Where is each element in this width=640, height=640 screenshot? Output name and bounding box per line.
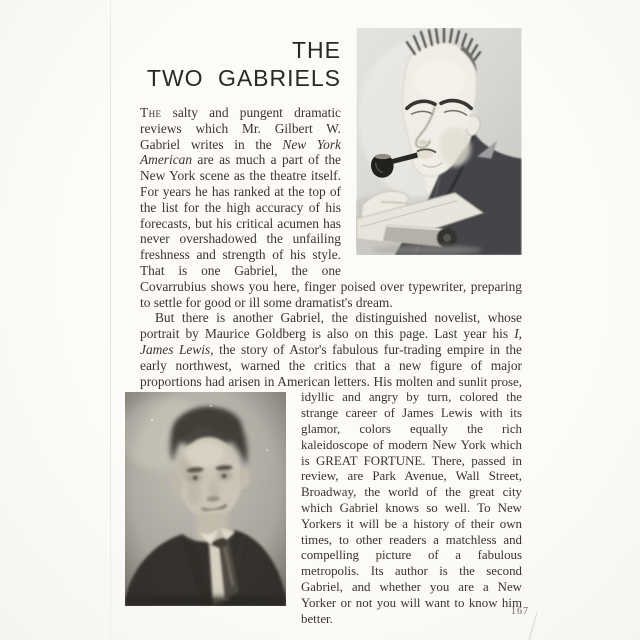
- portrait-photo-figure: [125, 392, 286, 606]
- paragraph-2-text: But there is another Gabriel, the distinguished novelist, whose portrait by Maurice Goldberg is also on this page. Last year his: [140, 310, 522, 342]
- title-line-1: THE: [292, 37, 341, 63]
- page-crease: [528, 612, 538, 640]
- paragraph-2-text: , the story of Astor's fabulous fur-trading empire in the early northwest, warned the critics that a new figure of major proportions had arisen in American letters. His molten: [140, 341, 522, 389]
- page-number: 167: [511, 606, 529, 617]
- title-line-2: TWO GABRIELS: [146, 65, 341, 91]
- caricature-image: [356, 28, 522, 255]
- italic-title-i-james-lewis: I, James Lewis: [140, 326, 522, 357]
- paragraph-2-text-column: and sunlit prose, idyllic and angry by turn, colored the strange career of James Lewis with its glamor, colors equally the rich kaleidoscope of modern New York which is GREAT FORTUNE. There, passed in review, are Park Avenue, Wall Street, Broadway, the world of the great city which Gabriel knows so well. To New Yorkers it will be a history of their own times, to other readers a matchless and compelling picture of a fabulous metropolis. Its author is the second Gabriel, and whether you are a New Yorker or not you will want to know him better.: [301, 374, 522, 626]
- portrait-photo-image: [125, 392, 286, 606]
- italic-title-new-york-american: New York American: [140, 136, 341, 168]
- caricature-figure: [356, 28, 522, 255]
- paragraph-2: [140, 310, 522, 626]
- page-edge-line: [110, 0, 111, 640]
- lead-small-caps: The: [140, 105, 162, 120]
- paragraph-1-text: salty and pungent dramatic reviews which Mr. Gilbert W. Gabriel writes in the: [140, 105, 341, 152]
- paragraph-1-text: are as much a part of the New York scene as the theatre itself. For years he has ranked at the top of the list for the high accuracy of his forecasts, but his critical acumen has never overshadowed the unfailing freshness and strength of his style. That is one Gabriel, the one Covarrubius shows you here, finger poised over typewriter, preparing to settle for good or ill some dramatist's dream.: [140, 152, 522, 310]
- page-content: [140, 28, 522, 636]
